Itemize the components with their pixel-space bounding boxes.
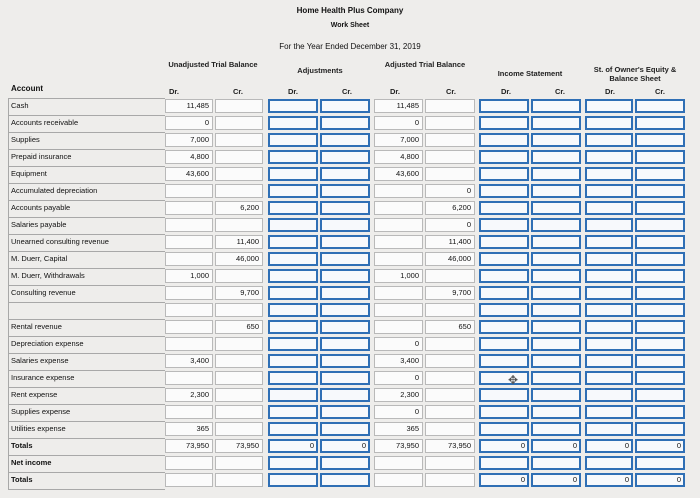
worksheet-cell[interactable]	[320, 405, 370, 419]
worksheet-cell[interactable]	[585, 354, 633, 368]
worksheet-cell[interactable]	[531, 235, 581, 249]
worksheet-cell[interactable]	[374, 473, 423, 487]
worksheet-cell[interactable]	[320, 456, 370, 470]
grid-line	[8, 353, 165, 354]
worksheet-cell[interactable]	[479, 167, 529, 181]
cell-value: 650	[246, 322, 259, 331]
worksheet-cell[interactable]	[635, 167, 685, 181]
worksheet-cell[interactable]	[320, 133, 370, 147]
account-header: Account	[11, 84, 43, 93]
worksheet-cell[interactable]	[425, 422, 475, 436]
worksheet-cell[interactable]	[635, 269, 685, 283]
worksheet-cell[interactable]	[531, 286, 581, 300]
grid-line	[8, 183, 165, 184]
worksheet-cell[interactable]	[479, 320, 529, 334]
dr-label: Dr.	[604, 87, 615, 96]
account-label: Insurance expense	[11, 373, 75, 382]
worksheet-cell[interactable]	[585, 371, 633, 385]
cell-value: 365	[406, 424, 419, 433]
worksheet-cell[interactable]	[585, 269, 633, 283]
worksheet-cell[interactable]	[268, 116, 318, 130]
account-label: Consulting revenue	[11, 288, 76, 297]
worksheet-cell[interactable]	[320, 473, 370, 487]
cell-value: 7,000	[400, 135, 419, 144]
worksheet-cell[interactable]	[268, 405, 318, 419]
cell-value: 73,950	[186, 441, 209, 450]
worksheet-cell[interactable]	[425, 337, 475, 351]
worksheet-cell[interactable]	[635, 337, 685, 351]
cell-value: 0	[414, 118, 419, 127]
cell-value: 7,000	[190, 135, 209, 144]
account-label: Accounts receivable	[11, 118, 79, 127]
worksheet-cell[interactable]	[479, 252, 529, 266]
company-name: Home Health Plus Company	[296, 6, 404, 15]
unadjusted-header: Unadjusted Trial Balance	[168, 60, 258, 69]
worksheet-cell[interactable]	[320, 337, 370, 351]
plus-icon: ✥	[508, 373, 519, 387]
account-label: M. Duerr, Capital	[11, 254, 68, 263]
worksheet-cell[interactable]	[635, 184, 685, 198]
worksheet-cell[interactable]	[635, 218, 685, 232]
grid-line	[8, 149, 165, 150]
cell-value: 43,600	[396, 169, 419, 178]
worksheet-cell[interactable]	[165, 405, 213, 419]
worksheet-cell[interactable]	[215, 456, 263, 470]
worksheet-cell[interactable]	[215, 388, 263, 402]
worksheet-cell[interactable]	[215, 405, 263, 419]
worksheet-cell[interactable]	[268, 150, 318, 164]
worksheet-cell[interactable]	[268, 456, 318, 470]
grid-line	[8, 166, 165, 167]
worksheet-cell[interactable]	[268, 235, 318, 249]
adjusted-header: Adjusted Trial Balance	[384, 60, 466, 69]
worksheet-cell[interactable]	[425, 303, 475, 317]
worksheet-cell[interactable]	[635, 201, 685, 215]
cell-value: 11,485	[396, 101, 419, 110]
account-label: Depreciation expense	[11, 339, 84, 348]
worksheet-cell[interactable]	[165, 286, 213, 300]
cell-value: 9,700	[240, 288, 259, 297]
adjustments-header: Adjustments	[297, 66, 343, 75]
worksheet-cell[interactable]	[479, 388, 529, 402]
worksheet-cell[interactable]	[585, 116, 633, 130]
sheet-title: Work Sheet	[330, 22, 370, 29]
cell-value: 0	[466, 186, 471, 195]
worksheet-cell[interactable]	[165, 303, 213, 317]
worksheet-cell[interactable]	[215, 184, 263, 198]
grid-line	[8, 251, 165, 252]
worksheet-cell[interactable]	[320, 218, 370, 232]
worksheet-cell[interactable]	[531, 116, 581, 130]
cr-label: Cr.	[341, 87, 352, 96]
worksheet-cell[interactable]	[479, 150, 529, 164]
worksheet-cell[interactable]	[635, 252, 685, 266]
grid-line	[8, 438, 165, 439]
worksheet-cell[interactable]	[165, 201, 213, 215]
worksheet-cell[interactable]	[374, 286, 423, 300]
worksheet-cell[interactable]	[531, 337, 581, 351]
worksheet-cell[interactable]	[531, 184, 581, 198]
cell-value: 0	[520, 475, 525, 484]
worksheet-cell[interactable]	[320, 422, 370, 436]
worksheet-cell[interactable]	[320, 184, 370, 198]
worksheet-cell[interactable]	[165, 252, 213, 266]
worksheet-cell[interactable]	[531, 371, 581, 385]
account-label: Unearned consulting revenue	[11, 237, 109, 246]
cell-value: 0	[414, 373, 419, 382]
worksheet-cell[interactable]	[215, 133, 263, 147]
worksheet-cell[interactable]	[585, 150, 633, 164]
cell-value: 6,200	[240, 203, 259, 212]
worksheet-cell[interactable]	[268, 99, 318, 113]
worksheet-cell[interactable]	[479, 405, 529, 419]
worksheet-cell[interactable]	[531, 354, 581, 368]
worksheet-cell[interactable]	[585, 218, 633, 232]
worksheet-cell[interactable]	[585, 201, 633, 215]
account-label: Accumulated depreciation	[11, 186, 98, 195]
grid-line	[8, 455, 165, 456]
worksheet-cell[interactable]	[425, 405, 475, 419]
account-label: Net income	[11, 458, 52, 467]
worksheet-cell[interactable]	[585, 303, 633, 317]
worksheet-cell[interactable]	[374, 252, 423, 266]
worksheet-cell[interactable]	[425, 456, 475, 470]
worksheet-cell[interactable]	[531, 218, 581, 232]
account-label: Cash	[11, 101, 29, 110]
account-label: Salaries expense	[11, 356, 69, 365]
grid-line	[8, 472, 165, 473]
worksheet-cell[interactable]	[425, 473, 475, 487]
worksheet-cell[interactable]	[268, 269, 318, 283]
worksheet-cell[interactable]	[635, 286, 685, 300]
worksheet-cell[interactable]	[268, 133, 318, 147]
cell-value: 0	[572, 441, 577, 450]
worksheet-cell[interactable]	[585, 184, 633, 198]
worksheet-cell[interactable]	[585, 405, 633, 419]
worksheet-cell[interactable]	[479, 286, 529, 300]
worksheet-cell[interactable]	[320, 303, 370, 317]
worksheet-cell[interactable]	[635, 371, 685, 385]
worksheet-cell[interactable]	[320, 269, 370, 283]
worksheet-cell[interactable]	[585, 252, 633, 266]
grid-line	[8, 200, 165, 201]
grid-line	[8, 421, 165, 422]
worksheet-cell[interactable]	[635, 354, 685, 368]
worksheet-cell[interactable]	[215, 473, 263, 487]
account-label: M. Duerr, Withdrawals	[11, 271, 85, 280]
worksheet-cell[interactable]	[374, 184, 423, 198]
worksheet-cell[interactable]	[268, 201, 318, 215]
worksheet-cell[interactable]	[531, 99, 581, 113]
worksheet-cell[interactable]	[479, 235, 529, 249]
worksheet-cell[interactable]	[268, 286, 318, 300]
worksheet-cell[interactable]	[268, 167, 318, 181]
cell-value: 1,000	[190, 271, 209, 280]
worksheet-cell[interactable]	[479, 201, 529, 215]
worksheet-cell[interactable]	[531, 405, 581, 419]
grid-line	[8, 370, 165, 371]
cr-label: Cr.	[232, 87, 243, 96]
grid-line	[8, 489, 165, 490]
cell-value: 4,800	[400, 152, 419, 161]
worksheet-cell[interactable]	[635, 422, 685, 436]
worksheet-cell[interactable]	[425, 99, 475, 113]
worksheet-cell[interactable]	[165, 320, 213, 334]
cr-label: Cr.	[554, 87, 565, 96]
worksheet-cell[interactable]	[268, 337, 318, 351]
account-label: Prepaid insurance	[11, 152, 72, 161]
worksheet-cell[interactable]	[215, 303, 263, 317]
worksheet-cell[interactable]	[479, 269, 529, 283]
worksheet-cell[interactable]	[165, 235, 213, 249]
cell-value: 1,000	[400, 271, 419, 280]
worksheet-cell[interactable]	[165, 371, 213, 385]
cell-value: 0	[361, 441, 366, 450]
account-label: Rental revenue	[11, 322, 62, 331]
worksheet-cell[interactable]	[479, 133, 529, 147]
grid-border	[8, 98, 9, 489]
worksheet-cell[interactable]	[635, 116, 685, 130]
cell-value: 0	[676, 475, 681, 484]
worksheet-cell[interactable]	[425, 133, 475, 147]
worksheet-cell[interactable]	[585, 337, 633, 351]
worksheet-cell[interactable]	[425, 354, 475, 368]
cell-value: 73,950	[448, 441, 471, 450]
worksheet-cell[interactable]	[635, 405, 685, 419]
worksheet-cell[interactable]	[268, 371, 318, 385]
worksheet-cell[interactable]	[320, 371, 370, 385]
worksheet-cell[interactable]	[531, 422, 581, 436]
grid-line	[8, 132, 165, 133]
worksheet-cell[interactable]	[215, 354, 263, 368]
worksheet-cell[interactable]	[585, 456, 633, 470]
cell-value: 2,300	[400, 390, 419, 399]
cell-value: 3,400	[190, 356, 209, 365]
cell-value: 0	[572, 475, 577, 484]
cell-value: 3,400	[400, 356, 419, 365]
worksheet-cell[interactable]	[320, 252, 370, 266]
equity-header: St. of Owner's Equity & Balance Sheet	[593, 65, 677, 83]
worksheet-cell[interactable]	[531, 456, 581, 470]
worksheet-cell[interactable]	[531, 167, 581, 181]
worksheet-cell[interactable]	[320, 388, 370, 402]
worksheet-cell[interactable]	[215, 422, 263, 436]
grid-line	[8, 115, 165, 116]
worksheet-cell[interactable]	[425, 150, 475, 164]
grid-line	[8, 217, 165, 218]
worksheet-cell[interactable]	[585, 388, 633, 402]
worksheet-cell[interactable]	[374, 303, 423, 317]
cell-value: 0	[624, 475, 629, 484]
worksheet-cell[interactable]	[425, 388, 475, 402]
cell-value: 46,000	[448, 254, 471, 263]
worksheet-cell[interactable]	[425, 167, 475, 181]
worksheet-cell[interactable]	[585, 167, 633, 181]
worksheet-cell[interactable]	[215, 371, 263, 385]
account-label: Equipment	[11, 169, 47, 178]
worksheet-cell[interactable]	[268, 388, 318, 402]
worksheet-cell[interactable]	[215, 218, 263, 232]
worksheet-cell[interactable]	[635, 235, 685, 249]
worksheet-cell[interactable]	[320, 235, 370, 249]
account-label: Salaries payable	[11, 220, 67, 229]
grid-line	[8, 98, 165, 99]
worksheet-cell[interactable]	[165, 218, 213, 232]
worksheet-cell[interactable]	[585, 99, 633, 113]
period: For the Year Ended December 31, 2019	[279, 42, 421, 51]
worksheet-cell[interactable]	[320, 150, 370, 164]
worksheet-cell[interactable]	[635, 99, 685, 113]
worksheet-cell[interactable]	[215, 99, 263, 113]
worksheet-cell[interactable]	[268, 184, 318, 198]
worksheet-cell[interactable]	[425, 116, 475, 130]
worksheet-cell[interactable]	[268, 218, 318, 232]
grid-line	[8, 268, 165, 269]
dr-label: Dr.	[287, 87, 298, 96]
worksheet-cell[interactable]	[165, 337, 213, 351]
worksheet-cell[interactable]	[479, 337, 529, 351]
cell-value: 6,200	[452, 203, 471, 212]
worksheet-cell[interactable]	[374, 320, 423, 334]
worksheet-cell[interactable]	[479, 354, 529, 368]
worksheet-cell[interactable]	[585, 235, 633, 249]
worksheet-cell[interactable]	[268, 252, 318, 266]
worksheet-cell[interactable]	[585, 320, 633, 334]
cell-value: 46,000	[236, 254, 259, 263]
worksheet-cell[interactable]	[479, 116, 529, 130]
worksheet-cell[interactable]	[585, 133, 633, 147]
worksheet-cell[interactable]	[531, 133, 581, 147]
worksheet-cell[interactable]	[531, 150, 581, 164]
worksheet-cell[interactable]	[320, 286, 370, 300]
cr-label: Cr.	[445, 87, 456, 96]
worksheet-cell[interactable]	[635, 456, 685, 470]
worksheet-cell[interactable]	[531, 201, 581, 215]
cell-value: 0	[676, 441, 681, 450]
worksheet-cell[interactable]	[479, 218, 529, 232]
worksheet-cell[interactable]	[585, 286, 633, 300]
account-label: Accounts payable	[11, 203, 71, 212]
income-header: Income Statement	[497, 69, 563, 78]
worksheet-cell[interactable]	[479, 303, 529, 317]
cr-label: Cr.	[654, 87, 665, 96]
worksheet-cell[interactable]	[531, 388, 581, 402]
worksheet-cell[interactable]	[479, 99, 529, 113]
cell-value: 0	[414, 339, 419, 348]
worksheet-cell[interactable]	[215, 150, 263, 164]
cell-value: 9,700	[452, 288, 471, 297]
worksheet-cell[interactable]	[215, 337, 263, 351]
cell-value: 4,800	[190, 152, 209, 161]
grid-line	[8, 404, 165, 405]
cell-value: 11,400	[448, 237, 471, 246]
worksheet-cell[interactable]	[320, 99, 370, 113]
worksheet-cell[interactable]	[374, 235, 423, 249]
cell-value: 650	[458, 322, 471, 331]
worksheet-cell[interactable]	[635, 150, 685, 164]
worksheet-cell[interactable]	[531, 303, 581, 317]
worksheet-cell[interactable]	[635, 320, 685, 334]
worksheet-cell[interactable]	[268, 422, 318, 436]
grid-line	[8, 387, 165, 388]
account-label: Supplies	[11, 135, 40, 144]
account-label: Supplies expense	[11, 407, 71, 416]
worksheet-cell[interactable]	[425, 371, 475, 385]
worksheet-cell[interactable]	[374, 218, 423, 232]
worksheet-cell[interactable]	[531, 269, 581, 283]
worksheet-cell[interactable]	[320, 354, 370, 368]
worksheet-cell[interactable]	[268, 303, 318, 317]
worksheet-cell[interactable]	[531, 320, 581, 334]
cell-value: 2,300	[190, 390, 209, 399]
worksheet-cell[interactable]	[320, 116, 370, 130]
worksheet-cell[interactable]	[268, 320, 318, 334]
cell-value: 0	[414, 407, 419, 416]
worksheet-cell[interactable]	[635, 303, 685, 317]
grid-line	[8, 319, 165, 320]
cell-value: 43,600	[186, 169, 209, 178]
cell-value: 11,485	[186, 101, 209, 110]
account-label: Utilities expense	[11, 424, 66, 433]
worksheet-cell[interactable]	[165, 473, 213, 487]
worksheet-cell[interactable]	[425, 269, 475, 283]
account-label: Rent expense	[11, 390, 58, 399]
cell-value: 365	[196, 424, 209, 433]
worksheet-cell[interactable]	[374, 456, 423, 470]
dr-label: Dr.	[168, 87, 179, 96]
grid-line	[8, 234, 165, 235]
worksheet-cell[interactable]	[215, 116, 263, 130]
worksheet-cell[interactable]	[215, 269, 263, 283]
worksheet-cell[interactable]	[320, 201, 370, 215]
worksheet-cell[interactable]	[165, 456, 213, 470]
worksheet-cell[interactable]	[374, 201, 423, 215]
worksheet-cell[interactable]	[635, 388, 685, 402]
cell-value: 11,400	[236, 237, 259, 246]
worksheet-cell[interactable]	[165, 184, 213, 198]
dr-label: Dr.	[389, 87, 400, 96]
worksheet-cell[interactable]	[215, 167, 263, 181]
worksheet-cell[interactable]	[585, 422, 633, 436]
account-label: Totals	[11, 475, 33, 484]
worksheet-cell[interactable]	[268, 473, 318, 487]
worksheet-cell[interactable]	[479, 184, 529, 198]
worksheet-cell[interactable]	[635, 133, 685, 147]
grid-line	[8, 336, 165, 337]
cell-value: 0	[204, 118, 209, 127]
grid-line	[8, 302, 165, 303]
dr-label: Dr.	[500, 87, 511, 96]
cell-value: 0	[466, 220, 471, 229]
account-label: Totals	[11, 441, 33, 450]
worksheet-cell[interactable]	[531, 252, 581, 266]
worksheet-cell[interactable]	[479, 456, 529, 470]
worksheet-cell[interactable]	[479, 371, 529, 385]
cell-value: 73,950	[236, 441, 259, 450]
grid-line	[8, 285, 165, 286]
cell-value: 73,950	[396, 441, 419, 450]
cell-value: 0	[520, 441, 525, 450]
cell-value: 0	[309, 441, 314, 450]
worksheet-cell[interactable]	[320, 320, 370, 334]
worksheet-cell[interactable]	[320, 167, 370, 181]
cell-value: 0	[624, 441, 629, 450]
worksheet-cell[interactable]	[268, 354, 318, 368]
worksheet-cell[interactable]	[479, 422, 529, 436]
